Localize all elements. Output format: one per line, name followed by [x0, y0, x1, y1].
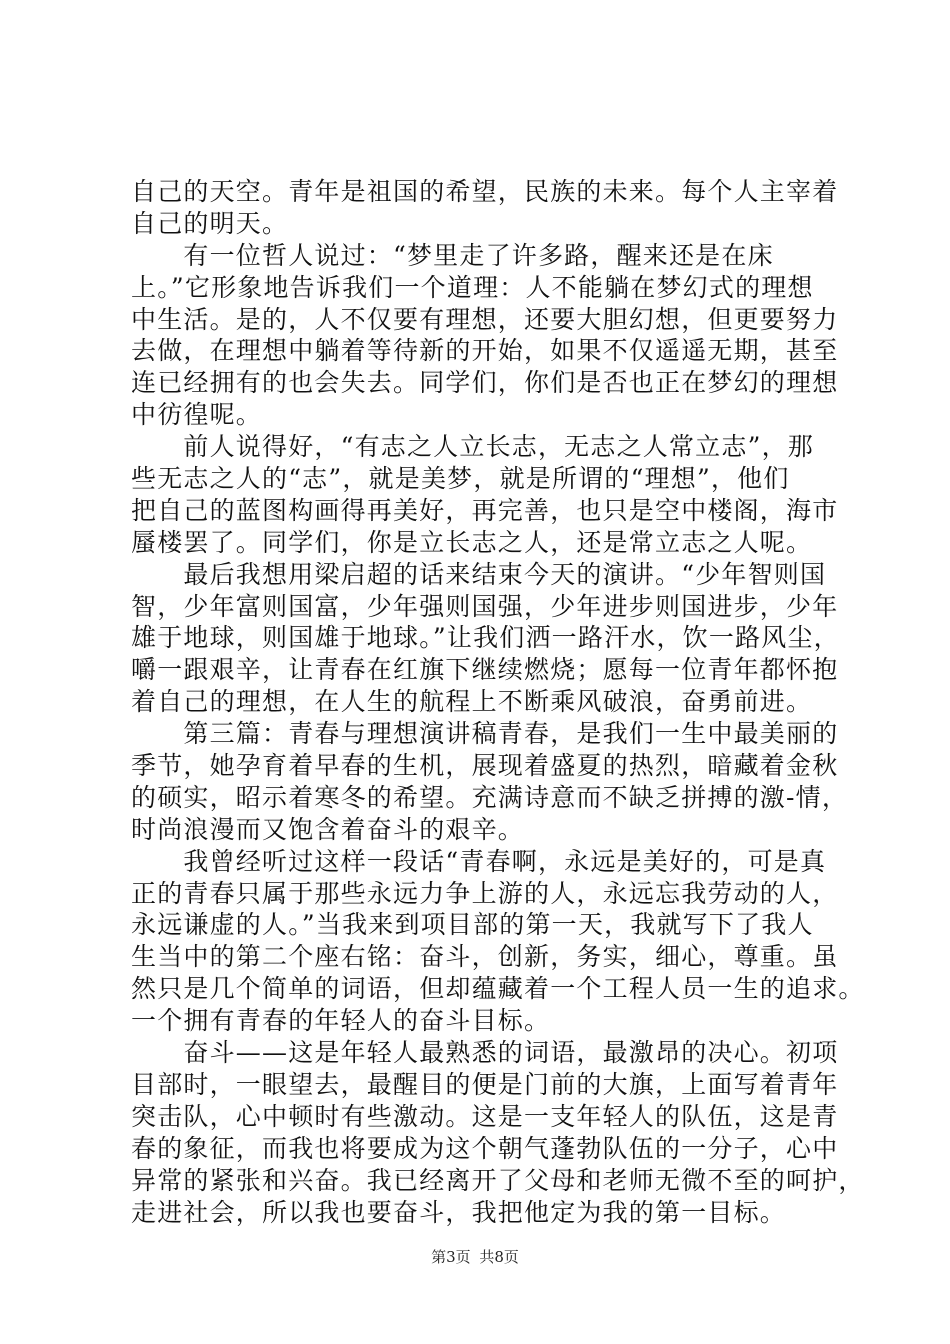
text-line: 前人说得好，“有志之人立长志，无志之人常立志”，那 — [131, 432, 814, 462]
text-line: 自己的明天。 — [131, 208, 289, 238]
text-line: 生当中的第二个座右铭：奋斗，创新，务实，细心，尊重。虽 — [131, 942, 839, 972]
page-total: 共8页 — [479, 1248, 519, 1266]
text-line: 正的青春只属于那些永远力争上游的人，永远忘我劳动的人， — [131, 878, 839, 908]
text-line: 中彷徨呢。 — [131, 400, 263, 430]
text-line: 嚼一跟艰辛，让青春在红旗下继续燃烧；愿每一位青年都怀抱 — [131, 655, 839, 685]
text-line: 中生活。是的，人不仅要有理想，还要大胆幻想，但更要努力 — [131, 304, 839, 334]
text-line: 蜃楼罢了。同学们，你是立长志之人，还是常立志之人呢。 — [131, 527, 813, 557]
page-footer — [0, 1246, 950, 1267]
text-line: 着自己的理想，在人生的航程上不断乘风破浪，奋勇前进。 — [131, 687, 813, 717]
text-line: 第三篇：青春与理想演讲稿青春，是我们一生中最美丽的 — [131, 719, 839, 749]
text-line: 最后我想用梁启超的话来结束今天的演讲。“少年智则国 — [131, 559, 827, 589]
text-line: 自己的天空。青年是祖国的希望，民族的未来。每个人主宰着 — [131, 177, 839, 206]
text-line: 时尚浪漫而又饱含着奋斗的艰辛。 — [131, 814, 525, 844]
text-line: 春的象征，而我也将要成为这个朝气蓬勃队伍的一分子，心中 — [131, 1133, 839, 1163]
text-line: 连已经拥有的也会失去。同学们，你们是否也正在梦幻的理想 — [131, 368, 839, 398]
text-line: 的硕实，昭示着寒冬的希望。充满诗意而不缺乏拼搏的激-情， — [131, 782, 849, 812]
text-line: 一个拥有青春的年轻人的奋斗目标。 — [131, 1006, 551, 1036]
document-body — [131, 176, 865, 1228]
text-line: 突击队，心中顿时有些激动。这是一支年轻人的队伍，这是青 — [131, 1101, 839, 1131]
text-line: 然只是几个简单的词语，但却蕴藏着一个工程人员一生的追求。 — [131, 974, 865, 1004]
text-line: 把自己的蓝图构画得再美好，再完善，也只是空中楼阁，海市 — [131, 495, 839, 525]
text-line: 走进社会，所以我也要奋斗，我把他定为我的第一目标。 — [131, 1197, 787, 1227]
text-line: 目部时，一眼望去，最醒目的便是门前的大旗，上面写着青年 — [131, 1069, 839, 1099]
text-line: 有一位哲人说过：“梦里走了许多路，醒来还是在床 — [131, 240, 774, 270]
text-line: 永远谦虚的人。”当我来到项目部的第一天，我就写下了我人 — [131, 910, 814, 940]
text-line: 奋斗——这是年轻人最熟悉的词语，最激昂的决心。初项 — [131, 1038, 839, 1068]
text-line: 些无志之人的“志”，就是美梦，就是所谓的“理想”，他们 — [131, 464, 790, 494]
text-line: 季节，她孕育着早春的生机，展现着盛夏的热烈，暗藏着金秋 — [131, 751, 839, 781]
text-line: 去做，在理想中躺着等待新的开始，如果不仅遥遥无期，甚至 — [131, 336, 839, 366]
text-line: 雄于地球，则国雄于地球。”让我们洒一路汗水，饮一路风尘， — [131, 623, 840, 653]
page-number: 第3页 — [431, 1248, 471, 1266]
text-line: 我曾经听过这样一段话“青春啊，永远是美好的，可是真 — [131, 846, 827, 876]
text-line: 智，少年富则国富，少年强则国强，少年进步则国进步，少年 — [131, 591, 839, 621]
text-line: 异常的紧张和兴奋。我已经离开了父母和老师无微不至的呵护， — [131, 1165, 865, 1195]
text-line: 上。”它形象地告诉我们一个道理：人不能躺在梦幻式的理想 — [131, 272, 814, 302]
